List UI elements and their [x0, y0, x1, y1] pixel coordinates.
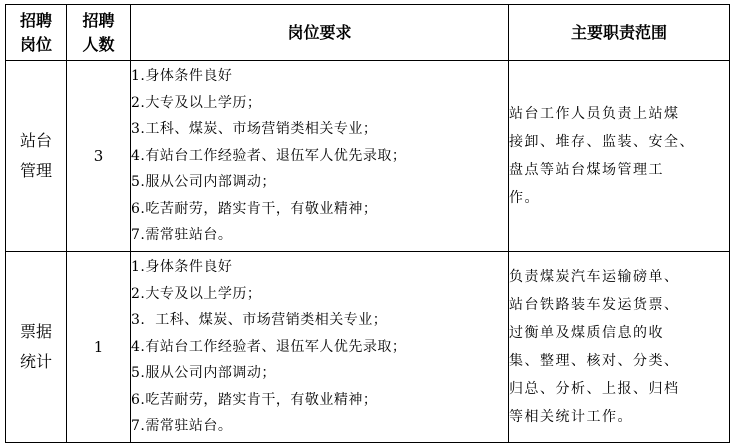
- duty-line: 归总、分析、上报、归档: [509, 381, 680, 397]
- position-line2: 统计: [19, 352, 52, 371]
- header-count-line1: 招聘: [82, 10, 115, 30]
- requirement-item: 1.身体条件良好: [131, 259, 233, 276]
- duty-line: 站台铁路装车发运货票、: [509, 297, 680, 313]
- header-requirements: 岗位要求: [131, 5, 509, 61]
- position-line1: 站台: [19, 131, 52, 150]
- recruitment-table: [5, 4, 730, 443]
- requirement-item: 4.有站台工作经验者、退伍军人优先录取；: [131, 338, 407, 355]
- position-cell: [6, 252, 67, 443]
- requirement-item: 3.工科、煤炭、市场营销类相关专业；: [131, 121, 378, 138]
- position-line2: 管理: [19, 161, 52, 180]
- requirements-cell: [131, 61, 509, 252]
- requirement-item: 4.有站台工作经验者、退伍军人优先录取；: [131, 147, 407, 164]
- duty-line: 站台工作人员负责上站煤: [509, 106, 680, 122]
- requirement-item: 2.大专及以上学历；: [131, 94, 262, 111]
- duty-line: 盘点等站台煤场管理工: [509, 162, 664, 178]
- table-row: [6, 252, 730, 443]
- header-count: [67, 5, 131, 61]
- requirements-cell: [131, 252, 509, 443]
- count-cell: 3: [67, 61, 131, 252]
- requirement-item: 7.需常驻站台。: [131, 227, 233, 244]
- requirement-item: 5.服从公司内部调动；: [131, 365, 276, 382]
- requirement-item: 2.大专及以上学历；: [131, 285, 262, 302]
- requirement-item: 5.服从公司内部调动；: [131, 174, 276, 191]
- header-position: [6, 5, 67, 61]
- header-count-line2: 人数: [82, 34, 115, 54]
- requirement-item: 6.吃苦耐劳，踏实肯干，有敬业精神；: [131, 391, 378, 408]
- duty-line: 作。: [509, 190, 540, 206]
- header-row: [6, 5, 730, 61]
- requirement-item: 3. 工科、煤炭、市场营销类相关专业；: [131, 312, 388, 329]
- header-position-line2: 岗位: [19, 34, 52, 54]
- duty-line: 过衡单及煤质信息的收: [509, 325, 664, 341]
- table-row: [6, 61, 730, 252]
- header-position-line1: 招聘: [19, 10, 52, 30]
- position-cell: [6, 61, 67, 252]
- requirement-item: 6.吃苦耐劳，踏实肯干，有敬业精神；: [131, 200, 378, 217]
- duties-cell: [509, 61, 730, 252]
- count-cell: 1: [67, 252, 131, 443]
- duty-line: 等相关统计工作。: [509, 409, 633, 425]
- duty-line: 接卸、堆存、监装、安全、: [509, 134, 695, 150]
- requirement-item: 7.需常驻站台。: [131, 418, 233, 435]
- header-duties: 主要职责范围: [509, 5, 730, 61]
- requirement-item: 1.身体条件良好: [131, 68, 233, 85]
- duty-line: 集、整理、核对、分类、: [509, 353, 680, 369]
- duties-cell: [509, 252, 730, 443]
- position-line1: 票据: [19, 322, 52, 341]
- duty-line: 负责煤炭汽车运输磅单、: [509, 269, 680, 285]
